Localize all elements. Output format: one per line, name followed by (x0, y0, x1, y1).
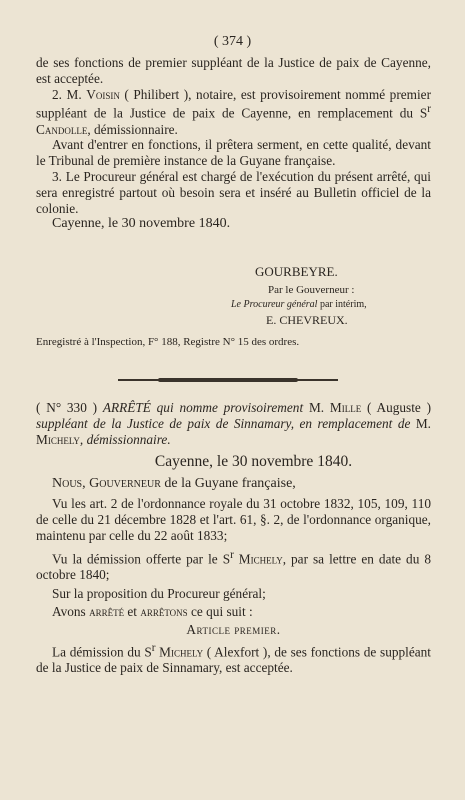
vu-ordonnance: Vu les art. 2 de l'ordonnance royale du 31 octobre 1832, 105, 109, 110 de celle du 21 décembre 1828 et l'art. 61, §. 2, de l'ordonnance organique, maintenu par celle du 22 août 1833; (36, 496, 431, 543)
article-title: Article premier. (186, 622, 281, 638)
signer2-name: E. CHEVREUX. (266, 313, 348, 327)
paragraph-article-3: 3. Le Procureur général est chargé de l'exécution du présent arrêté, qui sera enregistré partout où besoin sera et inséré au Bulletin officiel de la colonie. (36, 169, 431, 216)
page-number: ( 374 ) (213, 34, 252, 49)
signer-name: GOURBEYRE. (255, 264, 338, 279)
top-section (36, 55, 431, 232)
nous-line: Nous, Gouverneur de la Guyane française, (52, 476, 296, 492)
date-line: Cayenne, le 30 novembre 1840. (52, 216, 231, 232)
signature-block (36, 264, 431, 348)
procureur-line: Le Procureur général par intérim, (231, 299, 367, 310)
arrete-date: Cayenne, le 30 novembre 1840. (154, 453, 353, 471)
section-divider (118, 379, 338, 381)
sur-proposition: Sur la proposition du Procureur général; (52, 585, 266, 601)
avons-arrete: Avons arrêté et arrêtons ce qui suit : (52, 604, 253, 620)
arrete-heading: ( N° 330 ) ARRÊTÉ qui nomme provisoirement M. Mille ( Auguste ) suppléant de la Justice de paix de Sinnamary, en remplacement de M. Michely, démissionnaire. (36, 400, 432, 447)
paragraph-article-2: 2. M. Voisin ( Philibert ), notaire, est provisoirement nommé premier suppléant de la Justice de paix de Cayenne, en remplacement du $S^r$ Candolle, démissionnaire. (36, 86, 432, 137)
registration-note: Enregistré à l'Inspection, F° 188, Registre N° 15 des ordres. (36, 336, 300, 348)
bottom-section (36, 400, 431, 676)
paragraph-serment: Avant d'entrer en fonctions, il prêtera serment, en cette qualité, devant le Tribunal de première instance de la Guyane française. (36, 137, 431, 169)
vu-demission: Vu la démission offerte par le $S^r$ Michely, par sa lettre en date du 8 octobre 1840; (36, 548, 431, 582)
par-le-gouverneur: Par le Gouverneur : (268, 284, 355, 296)
article-premier-text: La démission du $S^r$ Michely ( Alexfort ), de ses fonctions de suppléant de la Justice de paix de Sinnamary, est acceptée. (36, 641, 431, 676)
paragraph-continuation: de ses fonctions de premier suppléant de la Justice de paix de Cayenne, est acceptée. (36, 55, 431, 86)
